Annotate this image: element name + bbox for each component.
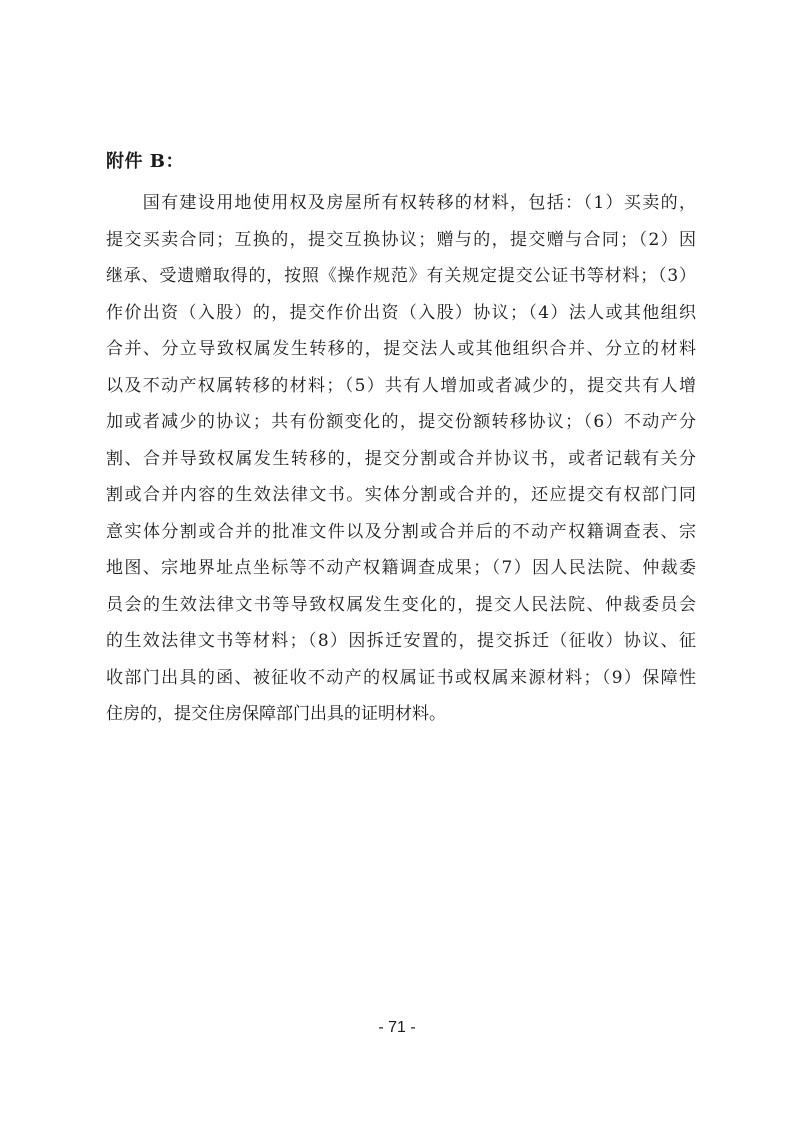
paragraph-line: 割或合并内容的生效法律文书。实体分割或合并的，还应提交有权部门同 (106, 485, 696, 505)
paragraph-line: 收部门出具的函、被征收不动产的权属证书或权属来源材料；（9）保障性 (106, 667, 696, 688)
paragraph-line: 国有建设用地使用权及房屋所有权转移的材料，包括：（1）买卖的， (106, 193, 696, 213)
paragraph-line: 住房的，提交住房保障部门出具的证明材料。 (106, 704, 446, 724)
paragraph-line: 意实体分割或合并的批准文件以及分割或合并后的不动产权籍调查表、宗 (106, 521, 696, 542)
attachment-heading: 附件 B： (106, 151, 184, 172)
paragraph-line: 合并、分立导致权属发生转移的，提交法人或其他组织合并、分立的材料 (106, 339, 696, 359)
paragraph-line: 员会的生效法律文书等导致权属发生变化的，提交人民法院、仲裁委员会 (106, 594, 696, 615)
paragraph-line: 的生效法律文书等材料；（8）因拆迁安置的，提交拆迁（征收）协议、征 (106, 631, 696, 651)
body-paragraph (106, 185, 696, 733)
paragraph-line: 以及不动产权属转移的材料；（5）共有人增加或者减少的，提交共有人增 (106, 375, 696, 396)
page-number: - 71 - (378, 1019, 416, 1036)
paragraph-line: 作价出资（入股）的，提交作价出资（入股）协议；（4）法人或其他组织 (106, 302, 696, 323)
paragraph-line: 继承、受遗赠取得的，按照《操作规范》有关规定提交公证书等材料；（3） (106, 266, 696, 286)
paragraph-line: 加或者减少的协议；共有份额变化的，提交份额转移协议；（6）不动产分 (106, 412, 696, 432)
paragraph-line: 割、合并导致权属发生转移的，提交分割或合并协议书，或者记载有关分 (106, 448, 696, 469)
paragraph-line: 地图、宗地界址点坐标等不动产权籍调查成果；（7）因人民法院、仲裁委 (106, 558, 696, 578)
paragraph-line: 提交买卖合同；互换的，提交互换协议；赠与的，提交赠与合同；（2）因 (106, 229, 696, 250)
